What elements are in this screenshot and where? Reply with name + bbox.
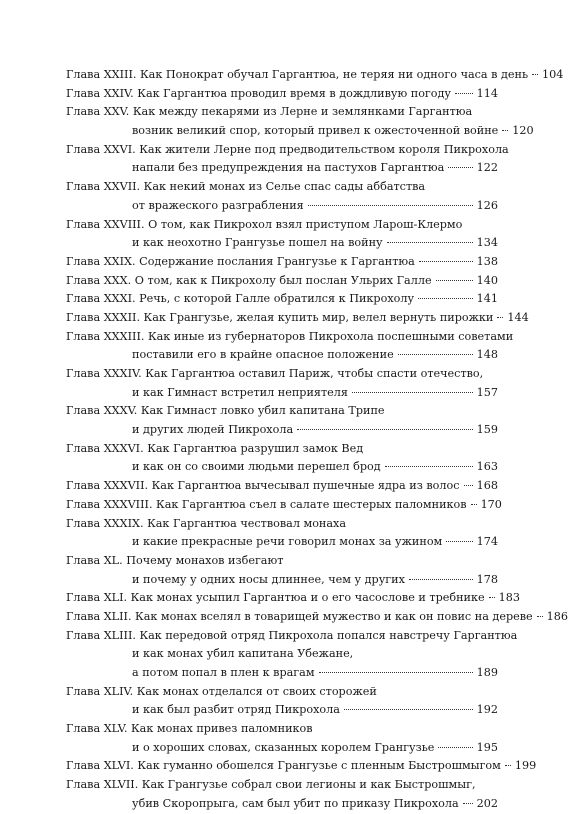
page-number: 195 <box>476 740 498 754</box>
toc-line <box>66 421 498 440</box>
dot-leader <box>438 747 472 748</box>
chapter-title: Глава XLI. Как монах усыпил Гаргантюа и о его часослове и требнике <box>66 591 485 605</box>
toc-entry <box>66 627 518 683</box>
toc-line <box>66 720 498 739</box>
toc-line <box>66 122 534 141</box>
chapter-title-continuation: и почему у одних носы длиннее, чем у других <box>132 572 405 586</box>
chapter-title-continuation: поставили его в крайне опасное положение <box>132 348 394 362</box>
toc-entry <box>66 253 498 272</box>
chapter-title-continuation: и какие прекрасные речи говорил монах за ужином <box>132 535 443 549</box>
toc-line <box>66 739 498 758</box>
dot-leader <box>297 429 473 430</box>
dot-leader <box>455 93 473 94</box>
toc-entry <box>66 66 564 85</box>
dot-leader <box>418 298 473 299</box>
dot-leader <box>436 280 473 281</box>
dot-leader <box>471 504 477 505</box>
toc-line <box>66 552 498 571</box>
chapter-title: Глава XXXVI. Как Гаргантюа разрушил замок Вед <box>66 441 364 455</box>
toc-line <box>66 66 564 85</box>
dot-leader <box>409 579 473 580</box>
page-number: 148 <box>476 348 498 362</box>
chapter-title: Глава XXXII. Как Грангузье, желая купить мир, велел вернуть пирожки <box>66 310 494 324</box>
toc-line <box>66 272 498 291</box>
chapter-title: Глава XXVIII. О том, как Пикрохол взял приступом Ларош-Клермо <box>66 217 463 231</box>
chapter-title: Глава XLIV. Как монах отделался от своих сторожей <box>66 684 377 698</box>
chapter-title: Глава XXIV. Как Гаргантюа проводил время в дождливую погоду <box>66 86 451 100</box>
chapter-title-continuation: и как неохотно Грангузье пошел на войну <box>132 236 383 250</box>
toc-line <box>66 216 498 235</box>
toc-entry <box>66 477 498 496</box>
dot-leader <box>448 167 472 168</box>
chapter-title: Глава XXVII. Как некий монах из Селье спас сады аббатства <box>66 180 426 194</box>
toc-line <box>66 328 514 347</box>
page-number: 140 <box>476 273 498 287</box>
chapter-title: Глава XXVI. Как жители Лерне под предводительством короля Пикрохола <box>66 142 509 156</box>
toc-entry <box>66 85 498 104</box>
toc-line <box>66 515 498 534</box>
toc-entry <box>66 515 498 552</box>
chapter-title-continuation: и как был разбит отряд Пикрохола <box>132 703 340 717</box>
chapter-title-continuation: а потом попал в плен к врагам <box>132 666 315 679</box>
chapter-title: Глава XXIII. Как Понократ обучал Гаргантюа, не теряя ни одного часа в день <box>66 68 529 81</box>
toc-line <box>66 440 498 459</box>
chapter-title-continuation: и как Гимнаст встретил неприятеля <box>132 385 348 399</box>
page-number: 126 <box>476 198 498 212</box>
toc-line <box>66 477 498 496</box>
page-number: 174 <box>476 535 498 549</box>
chapter-title-continuation: возник великий спор, который привел к ожесточенной войне <box>132 124 499 138</box>
page-number: 134 <box>476 236 498 250</box>
toc-line <box>66 608 568 627</box>
page-number: 202 <box>476 796 498 810</box>
chapter-title: Глава XLV. Как монах привез паломников <box>66 722 313 736</box>
page-number: 183 <box>498 591 520 605</box>
toc-line <box>66 795 498 814</box>
toc-line <box>66 664 498 683</box>
toc-line <box>66 253 498 272</box>
toc-line <box>66 141 509 160</box>
chapter-title: Глава XXX. О том, как к Пикрохолу был послан Ульрих Галле <box>66 273 432 287</box>
chapter-title-continuation: и как монах убил капитана Убежане, <box>132 647 354 661</box>
page-number: 138 <box>476 254 498 268</box>
toc-line <box>66 290 498 309</box>
page-number: 157 <box>476 385 498 399</box>
chapter-title: Глава XLVII. Как Грангузье собрал свои легионы и как Быстрошмыг, <box>66 778 476 792</box>
dot-leader <box>385 466 473 467</box>
page-number: 178 <box>476 572 498 586</box>
chapter-title-continuation: и других людей Пикрохола <box>132 423 294 437</box>
toc-line <box>66 85 498 104</box>
toc-line <box>66 683 498 702</box>
toc-entry <box>66 776 498 813</box>
dot-leader <box>463 803 473 804</box>
toc-line <box>66 496 502 515</box>
toc-line <box>66 589 520 608</box>
toc-line <box>66 458 498 477</box>
toc-entry <box>66 683 498 720</box>
chapter-title: Глава XXXVII. Как Гаргантюа вычесывал пушечные ядра из волос <box>66 479 460 493</box>
toc-entry <box>66 309 529 328</box>
dot-leader <box>489 597 495 598</box>
toc-line <box>66 234 498 253</box>
dot-leader <box>308 205 473 206</box>
page-number: 144 <box>507 310 529 324</box>
toc-line <box>66 533 498 552</box>
chapter-title: Глава XXIX. Содержание послания Грангузье к Гаргантюа <box>66 254 415 268</box>
toc-line <box>66 701 498 720</box>
toc-entry <box>66 178 498 215</box>
toc-entry <box>66 440 498 477</box>
toc-entry <box>66 757 537 776</box>
page-number: 189 <box>476 666 498 679</box>
toc-line <box>66 627 518 646</box>
toc-entry <box>66 290 498 309</box>
dot-leader <box>464 485 473 486</box>
toc-line <box>66 776 498 795</box>
toc-line <box>66 757 537 776</box>
toc-line <box>66 571 498 590</box>
page-number: 122 <box>476 161 498 175</box>
chapter-title: Глава XL. Почему монахов избегают <box>66 553 284 567</box>
toc-entry <box>66 272 498 291</box>
toc-line <box>66 178 498 197</box>
chapter-title: Глава XLII. Как монах вселял в товарищей мужество и как он повис на дереве <box>66 609 533 623</box>
toc-entry <box>66 720 498 757</box>
table-of-contents <box>66 66 568 814</box>
toc-line <box>66 402 498 421</box>
page-number: 168 <box>476 479 498 493</box>
chapter-title: Глава XLVI. Как гуманно обошелся Грангузье с пленным Быстрошмыгом <box>66 759 501 773</box>
dot-leader <box>352 392 473 393</box>
dot-leader <box>319 672 473 673</box>
chapter-title-continuation: и как он со своими людьми перешел брод <box>132 460 381 474</box>
chapter-title: Глава XXXIII. Как иные из губернаторов Пикрохола поспешными советами <box>66 329 514 343</box>
dot-leader <box>502 130 508 131</box>
dot-leader <box>505 765 511 766</box>
toc-entry <box>66 365 498 402</box>
chapter-title: Глава XXXVIII. Как Гаргантюа съел в салате шестерых паломников <box>66 497 467 511</box>
toc-line <box>66 103 498 122</box>
toc-entry <box>66 216 498 253</box>
dot-leader <box>497 317 503 318</box>
dot-leader <box>446 541 472 542</box>
chapter-title: Глава XXXI. Речь, с которой Галле обратился к Пикрохолу <box>66 292 415 306</box>
toc-line <box>66 645 498 664</box>
toc-line <box>66 365 498 384</box>
page-number: 104 <box>542 68 564 81</box>
page-number: 199 <box>514 759 537 773</box>
toc-line <box>66 159 498 178</box>
toc-entry <box>66 608 568 627</box>
page-number: 192 <box>476 703 498 717</box>
chapter-title-continuation: убив Скоропрыга, сам был убит по приказу Пикрохола <box>132 796 459 810</box>
page-number: 170 <box>480 497 502 511</box>
toc-entry <box>66 328 514 365</box>
toc-entry <box>66 141 509 178</box>
dot-leader <box>344 709 473 710</box>
toc-entry <box>66 552 498 589</box>
dot-leader <box>537 616 543 617</box>
chapter-title: Глава XXXIV. Как Гаргантюа оставил Париж, чтобы спасти отечество, <box>66 367 484 380</box>
page-number: 114 <box>476 86 498 100</box>
page-number: 159 <box>476 423 498 437</box>
dot-leader <box>398 354 473 355</box>
page-number: 186 <box>546 609 568 623</box>
chapter-title-continuation: и о хороших словах, сказанных королем Грангузье <box>132 740 435 754</box>
dot-leader <box>419 261 473 262</box>
chapter-title-continuation: напали без предупреждения на пастухов Гаргантюа <box>132 161 445 175</box>
chapter-title: Глава XLIII. Как передовой отряд Пикрохола попался навстречу Гаргантюа <box>66 628 518 642</box>
toc-entry <box>66 589 520 608</box>
toc-line <box>66 384 498 403</box>
page-number: 120 <box>512 124 534 138</box>
toc-line <box>66 346 498 365</box>
chapter-title: Глава XXXV. Как Гимнаст ловко убил капитана Трипе <box>66 404 385 418</box>
toc-line <box>66 309 529 328</box>
chapter-title: Глава XXXIX. Как Гаргантюа чествовал монаха <box>66 516 347 530</box>
toc-entry <box>66 402 498 439</box>
toc-entry <box>66 103 534 140</box>
chapter-title: Глава XXV. Как между пекарями из Лерне и землянками Гаргантюа <box>66 105 473 119</box>
chapter-title-continuation: от вражеского разграбления <box>132 198 304 212</box>
dot-leader <box>532 74 538 75</box>
page-number: 163 <box>476 460 498 474</box>
toc-line <box>66 197 498 216</box>
dot-leader <box>387 242 473 243</box>
toc-entry <box>66 496 502 515</box>
page-number: 141 <box>476 292 498 306</box>
